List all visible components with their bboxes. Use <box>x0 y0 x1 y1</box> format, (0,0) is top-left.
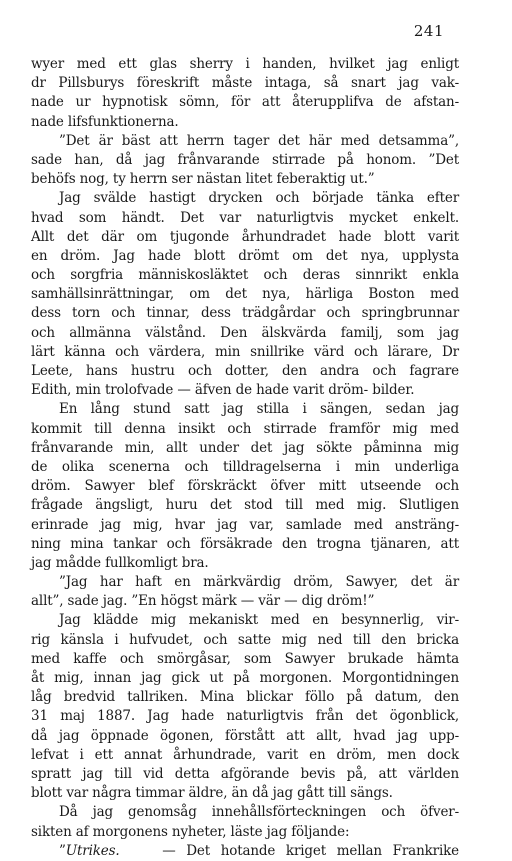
page-number: 241 <box>413 22 444 40</box>
text-line: och sorgfria människosläktet och deras sinnrikt enkla <box>31 267 459 284</box>
text-line: Jag klädde mig mekaniskt med en besynnerlig, vir- <box>59 612 459 629</box>
text-line: allt”, sade jag. ”En högst märk — vär — dig dröm!” <box>31 593 375 610</box>
text-line: sikten af morgonens nyheter, läste jag följande: <box>31 823 350 840</box>
text-line: de olika scenerna och tilldragelserna i min underliga <box>31 458 459 475</box>
text-line: dröm. Sawyer blef förskräckt öfver mitt utseende och <box>31 478 459 495</box>
text-line: jag mådde fullkomligt bra. <box>31 554 209 571</box>
text-line: lefvat i ett annat århundrade, varit en dröm, men dock <box>31 746 459 763</box>
text-line: frånvarande min, allt under det jag sökte påminna mig <box>31 439 459 456</box>
text-line: nade ur hypnotisk sömn, för att återupplifva de afstan- <box>31 94 459 111</box>
text-line: ”Det är bäst att herrn tager det här med detsamma”, <box>59 132 459 149</box>
text-line: Jag svälde hastigt drycken och började tänka efter <box>59 190 459 207</box>
text-line: låg bredvid tallriken. Mina blickar föllo på datum, den <box>31 689 459 706</box>
text-line: Då jag genomsåg innehållsförteckningen och öfver- <box>59 804 459 821</box>
text-line: Edith, min trolofvade — äfven de hade varit dröm- bilder. <box>31 382 415 399</box>
text-line: och allmänna välstånd. Den älskvärda familj, som jag <box>31 324 459 341</box>
body-text <box>31 55 459 861</box>
text-line: 31 maj 1887. Jag hade naturligtvis från det ögonblick, <box>31 708 459 725</box>
text-line-final <box>31 842 459 861</box>
text-line: en dröm. Jag hade blott drömt om det nya, upplysta <box>31 247 459 264</box>
text-line: sade han, då jag frånvarande stirrade på honom. ”Det <box>31 151 459 168</box>
text-line: wyer med ett glas sherry i handen, hvilket jag enligt <box>31 56 459 72</box>
text-line: kommit till denna insikt och stirrade framför mig med <box>31 420 459 437</box>
text-line: samhällsinrättningar, om det nya, härliga Boston med <box>31 286 459 303</box>
text-line: åt mig, innan jag gick ut på morgonen. Morgontidningen <box>31 670 459 686</box>
text-line: lärt känna och värdera, min snillrike värd och lärare, Dr <box>31 343 459 360</box>
text-line: med kaffe och smörgåsar, som Sawyer brukade hämta <box>31 650 459 667</box>
text-line: behöfs nog, ty herrn ser nästan litet feberaktig ut.” <box>31 171 375 188</box>
text-line: nade lifsfunktionerna. <box>31 113 179 130</box>
text-line: dess torn och tinnar, dess trädgårdar och springbrunnar <box>31 305 459 322</box>
text-line: spratt jag till vid detta afgörande bevis på, att världen <box>31 765 459 782</box>
text-line-tail: — Det hotande kriget mellan Frankrike <box>162 842 459 859</box>
text-line: rig känsla i hufvudet, och satte mig ned till den bricka <box>31 631 459 648</box>
quote-mark: ” <box>59 842 66 859</box>
text-line: Allt det där om tjugonde århundradet hade blott varit <box>31 228 459 245</box>
text-line: blott var några timmar äldre, än då jag gått till sängs. <box>31 785 393 802</box>
text-line: hvad som händt. Det var naturligtvis mycket enkelt. <box>31 209 459 226</box>
text-line: erinrade jag mig, hvar jag var, samlade med ansträng- <box>31 516 459 533</box>
text-line: då jag öppnade ögonen, förstått att allt, hvad jag upp- <box>31 727 459 744</box>
text-line: Leete, hans hustru och dotter, den andra och fagrare <box>31 363 459 379</box>
text-line: dr Pillsburys föreskrift måste intaga, så snart jag vak- <box>31 75 459 92</box>
text-line: ning mina tankar och försäkrade den trogna tjänaren, att <box>31 535 459 552</box>
text-line: frågade ängsligt, huru det stod till med mig. Slutligen <box>31 497 459 514</box>
section-heading-utrikes: Utrikes. <box>65 842 120 859</box>
text-line: ”Jag har haft en märkvärdig dröm, Sawyer, det är <box>59 574 459 591</box>
text-line: En lång stund satt jag stilla i sängen, sedan jag <box>59 401 459 418</box>
